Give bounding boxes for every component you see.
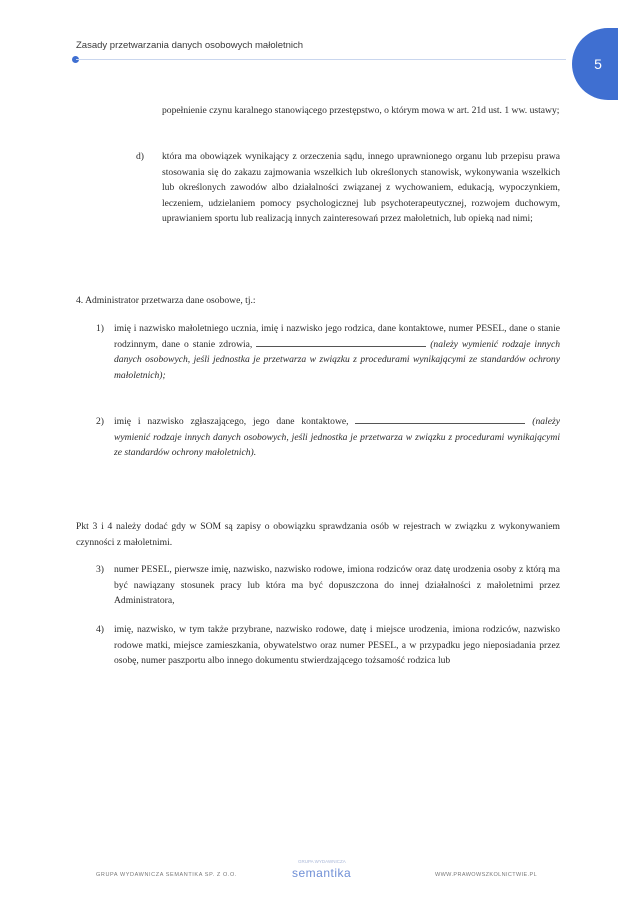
item-d-text: która ma obowiązek wynikający z orzeczenia sądu, innego uprawnionego organu lub przepisu prawa stosowania się do zakazu zajmowania wszelkich lub określonych stanowisk, wykonywania wszelkich lub określonych zawodów albo działalności związanej z wychowaniem, edukacją, wypoczynkiem, leczeniem, udzielaniem pomocy psychologicznej lub psychoterapeutycznej, rozwojem duchowym, uprawianiem sportu lub realizacją innych zainteresowań przez małoletnich, lub opieką nad nimi; (162, 151, 560, 224)
section-4-heading: 4. Administrator przetwarza dane osobowe, tj.: (76, 295, 256, 306)
fill-in-blank (256, 338, 426, 347)
footer-publisher: GRUPA WYDAWNICZA SEMANTIKA SP. Z O.O. (96, 872, 237, 878)
footer-website: WWW.PRAWOWSZKOLNICTWIE.PL (435, 872, 538, 878)
semantika-logo: semantika (292, 866, 352, 880)
section-4-item-2-note: (należy wymienić rodzaje innych danych osobowych, jeśli jednostka je przetwarza w związku z procedurami wynikającymi ze standardów ochrony małoletnich). (114, 416, 560, 458)
extra-item-3-text: numer PESEL, pierwsze imię, nazwisko, nazwisko rodowe, imiona rodziców oraz datę urodzenia osoby z którą ma być nawiązany stosunek pracy lub która ma być dopuszczona do innej działalności z małoletnimi przez Administratora, (114, 564, 560, 606)
section-4-item-2-label: 2) (96, 416, 104, 427)
note-paragraph: Pkt 3 i 4 należy dodać gdy w SOM są zapisy o obowiązku sprawdzania osób w rejestrach w związku z wykonywaniem czynności z małoletnimi. (76, 521, 560, 548)
header-divider (76, 59, 566, 60)
extra-item-3-label: 3) (96, 564, 104, 575)
extra-item-4-text: imię, nazwisko, w tym także przybrane, nazwisko rodowe, datę i miejsce urodzenia, imiona rodziców, nazwisko rodowe matki, miejsce zamieszkania, obywatelstwo oraz numer PESEL, a w przypadku jego nieposiadania przez osobę, numer paszportu albo innego dokumentu stwierdzającego tożsamość rodzica lub (114, 624, 560, 666)
section-4-item-1-note: (należy wymienić rodzaje innych danych osobowych, jeśli jednostka je przetwarza w związku z procedurami wynikającymi ze standardów ochrony małoletnich); (114, 338, 560, 381)
section-4-item-1 (114, 321, 560, 383)
section-4-item-2-text: imię i nazwisko zgłaszającego, jego dane kontaktowe, (114, 416, 349, 427)
section-4-item-1-text: imię i nazwisko małoletniego ucznia, imię i nazwisko jego rodzica, dane kontaktowe, numer PESEL, dane o stanie rodzinnym, dane o stanie zdrowia, (114, 323, 560, 350)
header-title: Zasady przetwarzania danych osobowych małoletnich (76, 40, 304, 51)
item-d-label: d) (136, 151, 144, 162)
fill-in-blank (355, 415, 525, 424)
extra-item-4-label: 4) (96, 624, 104, 635)
section-4-item-2 (114, 414, 560, 461)
section-4-item-1-label: 1) (96, 323, 104, 334)
page-number-badge: 5 (572, 28, 618, 100)
item-c-continuation: popełnienie czynu karalnego stanowiącego przestępstwo, o którym mowa w art. 21d ust. 1 ww. ustawy; (162, 105, 560, 116)
footer-logo-caption: GRUPA WYDAWNICZA (298, 859, 346, 864)
